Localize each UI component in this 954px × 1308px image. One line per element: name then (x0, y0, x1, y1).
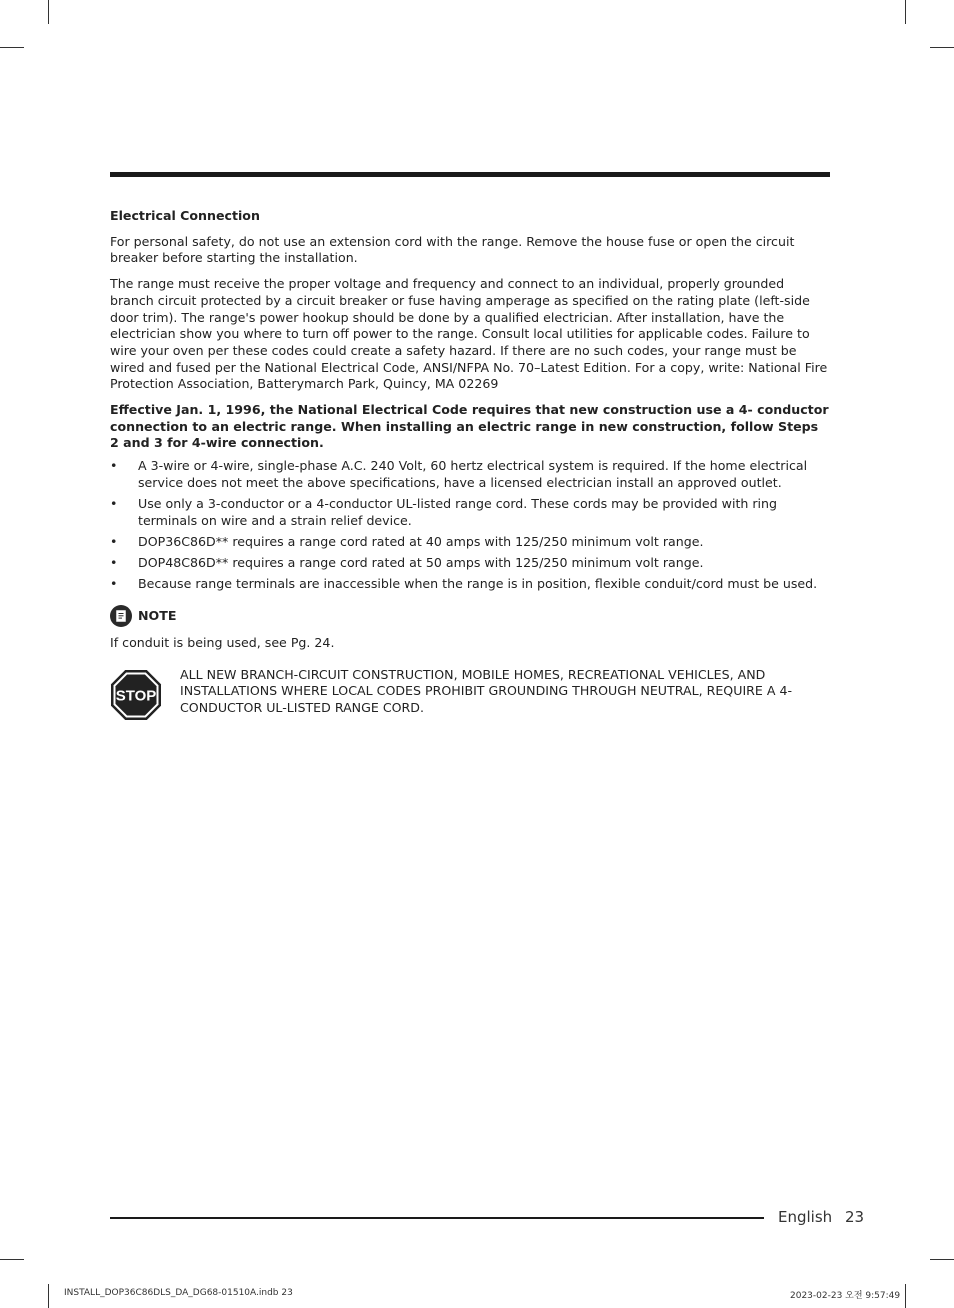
footer-language: English (778, 1208, 833, 1226)
requirements-list (110, 458, 830, 593)
stop-warning-text: ALL NEW BRANCH-CIRCUIT CONSTRUCTION, MOBILE HOMES, RECREATIONAL VEHICLES, AND INSTALLATIONS WHERE LOCAL CODES PROHIBIT GROUNDING THROUGH NEUTRAL, REQUIRE A 4-CONDUCTOR UL-LISTED RANGE CORD. (180, 666, 793, 716)
code-requirement-paragraph: Effective Jan. 1, 1996, the National Electrical Code requires that new construction use a 4- conductor connection to an electric range. When installing an electric range in new construction, follow Steps 2 and 3 for 4-wire connection. (110, 402, 829, 451)
page-content (110, 208, 830, 721)
bottom-rule (110, 1217, 764, 1219)
list-item-text: DOP48C86D** requires a range cord rated at 50 amps with 125/250 minimum volt range. (138, 555, 704, 571)
crop-mark (905, 1284, 906, 1308)
requirements-paragraph: The range must receive the proper voltage and frequency and connect to an individual, properly grounded branch circuit protected by a circuit breaker or fuse having amperage as specified on the rating plate (left-side door trim). The range's power hookup should be done by a qualified electrician. After installation, have the electrician show you where to turn off power to the range. Consult local utilities for applicable codes. Failure to wire your oven per these codes could create a safety hazard. If there are no such codes, your range must be wired and fused per the National Electrical Code, ANSI/NFPA No. 70–Latest Edition. For a copy, write: National Fire Protection Association, Batterymarch Park, Quincy, MA 02269 (110, 276, 828, 392)
bullet: • (110, 576, 118, 592)
note-text-prefix: If conduit is being used, see Pg. (110, 635, 315, 651)
note-text-suffix: . (330, 635, 335, 651)
page-number: 23 (845, 1208, 865, 1226)
bullet: • (110, 496, 118, 512)
stop-sign-text: STOP (115, 687, 157, 705)
print-slug-file: INSTALL_DOP36C86DLS_DA_DG68-01510A.indb 23 (64, 1288, 293, 1298)
list-item-text: Because range terminals are inaccessible when the range is in position, flexible conduit/cord must be used. (138, 576, 818, 592)
safety-paragraph: For personal safety, do not use an extension cord with the range. Remove the house fuse or open the circuit breaker before starting the installation. (110, 233, 795, 266)
crop-mark (0, 47, 24, 48)
list-item-text: DOP36C86D** requires a range cord rated at 40 amps with 125/250 minimum volt range. (138, 533, 704, 549)
bullet: • (110, 555, 118, 571)
stop-sign-icon (110, 669, 162, 721)
note-text (110, 635, 830, 652)
list-item (110, 534, 830, 551)
crop-mark (930, 47, 954, 48)
list-item (110, 458, 830, 491)
crop-mark (930, 1259, 954, 1260)
note-label: NOTE (138, 607, 177, 623)
bullet: • (110, 533, 118, 549)
note-header (110, 605, 830, 627)
list-item (110, 496, 830, 529)
crop-mark (905, 0, 906, 24)
section-heading: Electrical Connection (110, 208, 260, 223)
list-item (110, 576, 830, 593)
list-item (110, 555, 830, 572)
crop-mark (0, 1259, 24, 1260)
top-rule (110, 172, 830, 177)
list-item-text: Use only a 3-conductor or a 4-conductor UL-listed range cord. These cords may be provided with ring terminals on wire and a strain relief device. (138, 496, 778, 528)
bullet: • (110, 458, 118, 474)
stop-warning (110, 666, 830, 721)
page-reference-link[interactable]: 24 (314, 635, 331, 651)
print-slug-timestamp: 2023-02-23 오전 9:57:49 (790, 1291, 901, 1301)
crop-mark (48, 0, 49, 24)
crop-mark (48, 1284, 49, 1308)
note-document-icon (110, 605, 132, 627)
list-item-text: A 3-wire or 4-wire, single-phase A.C. 240 Volt, 60 hertz electrical system is required. If the home electrical service does not meet the above specifications, have a licensed electrician install an approved outlet. (138, 458, 808, 490)
